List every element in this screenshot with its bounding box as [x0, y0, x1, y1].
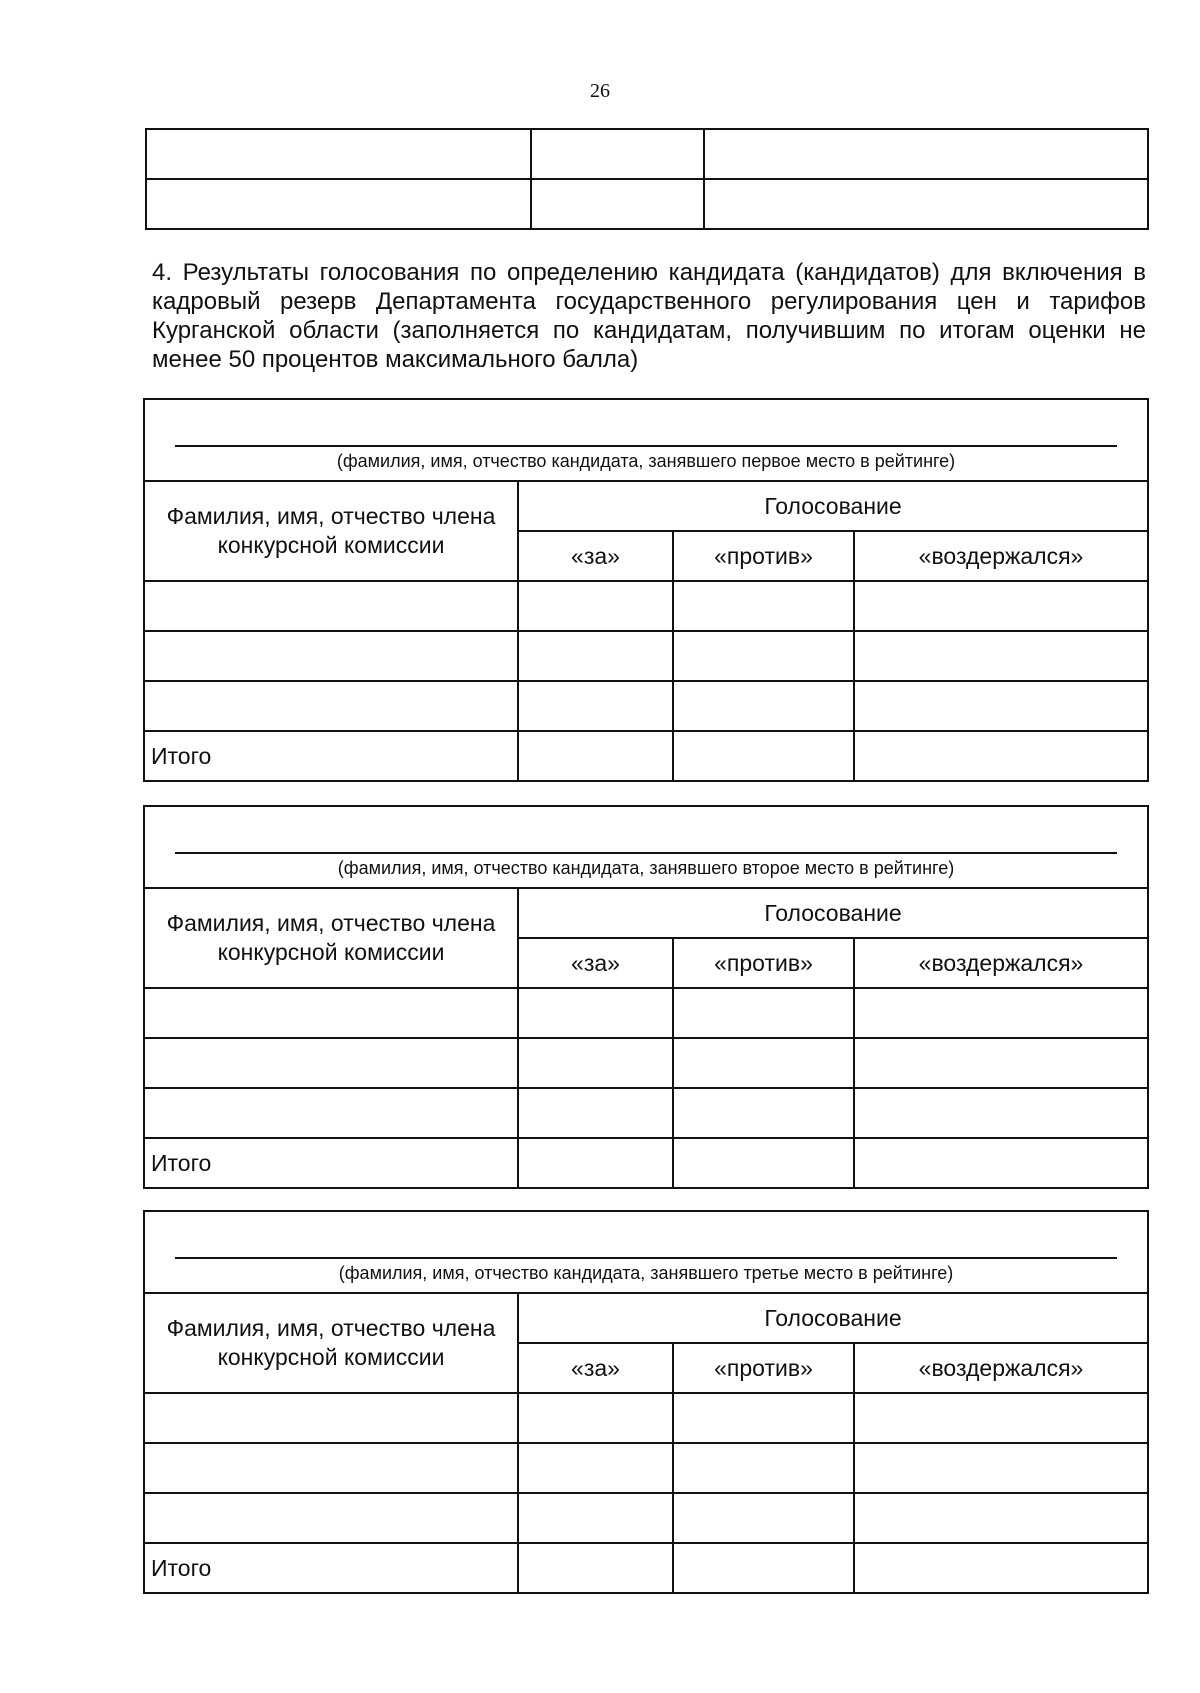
candidate-row	[144, 806, 1148, 888]
candidate-caption: (фамилия, имя, отчество кандидата, занявшего первое место в рейтинге)	[336, 451, 956, 471]
table-row	[144, 1038, 1148, 1088]
table-cell	[146, 179, 531, 229]
for-cell[interactable]	[518, 988, 673, 1038]
against-cell[interactable]	[673, 1393, 854, 1443]
table-row	[144, 1088, 1148, 1138]
total-for-cell[interactable]	[518, 1543, 673, 1593]
abstain-cell[interactable]	[854, 1443, 1148, 1493]
for-column-header: «за»	[518, 531, 673, 581]
for-cell[interactable]	[518, 1088, 673, 1138]
member-name-cell[interactable]	[144, 1393, 518, 1443]
abstain-cell[interactable]	[854, 581, 1148, 631]
abstain-cell[interactable]	[854, 1088, 1148, 1138]
table-row	[144, 681, 1148, 731]
member-name-cell[interactable]	[144, 581, 518, 631]
table-cell	[146, 129, 531, 179]
member-column-header: Фамилия, имя, отчество члена конкурсной комиссии	[144, 481, 518, 581]
abstain-cell[interactable]	[854, 1493, 1148, 1543]
candidate-caption: (фамилия, имя, отчество кандидата, занявшего третье место в рейтинге)	[338, 1263, 954, 1283]
voting-table-third-place	[143, 1210, 1149, 1594]
page-number: 26	[590, 80, 610, 102]
abstain-cell[interactable]	[854, 631, 1148, 681]
member-name-cell[interactable]	[144, 988, 518, 1038]
member-column-header: Фамилия, имя, отчество члена конкурсной комиссии	[144, 888, 518, 988]
total-row	[144, 731, 1148, 781]
for-cell[interactable]	[518, 1493, 673, 1543]
abstain-column-header: «воздержался»	[854, 531, 1148, 581]
abstain-cell[interactable]	[854, 1038, 1148, 1088]
total-against-cell[interactable]	[673, 1138, 854, 1188]
candidate-name-field[interactable]	[144, 806, 1148, 888]
against-cell[interactable]	[673, 681, 854, 731]
abstain-cell[interactable]	[854, 988, 1148, 1038]
total-label: Итого	[144, 731, 518, 781]
member-name-cell[interactable]	[144, 681, 518, 731]
for-cell[interactable]	[518, 1393, 673, 1443]
member-name-cell[interactable]	[144, 1038, 518, 1088]
member-column-header: Фамилия, имя, отчество члена конкурсной комиссии	[144, 1293, 518, 1393]
table-row	[146, 179, 1148, 229]
member-name-cell[interactable]	[144, 1493, 518, 1543]
section-4-paragraph: 4. Результаты голосования по определению кандидата (кандидатов) для включения в кадровый резерв Департамента государственного регулирования цен и тарифов Курганской области (заполняется по кандидатам, получившим по итогам оценки не менее 50 процентов максимального балла)	[152, 259, 1146, 373]
total-row	[144, 1543, 1148, 1593]
abstain-column-header: «воздержался»	[854, 1343, 1148, 1393]
member-name-cell[interactable]	[144, 631, 518, 681]
header-row	[144, 1293, 1148, 1343]
total-label: Итого	[144, 1543, 518, 1593]
candidate-name-line	[175, 852, 1117, 854]
for-cell[interactable]	[518, 631, 673, 681]
against-cell[interactable]	[673, 1493, 854, 1543]
table-cell	[704, 179, 1148, 229]
table-cell	[531, 179, 704, 229]
against-column-header: «против»	[673, 1343, 854, 1393]
voting-header: Голосование	[518, 1293, 1148, 1343]
abstain-column-header: «воздержался»	[854, 938, 1148, 988]
total-abstain-cell[interactable]	[854, 1543, 1148, 1593]
for-cell[interactable]	[518, 681, 673, 731]
table-cell	[531, 129, 704, 179]
table-row	[144, 1393, 1148, 1443]
against-cell[interactable]	[673, 631, 854, 681]
table-row	[144, 581, 1148, 631]
member-name-cell[interactable]	[144, 1088, 518, 1138]
table-row	[144, 1443, 1148, 1493]
total-abstain-cell[interactable]	[854, 1138, 1148, 1188]
candidate-name-line	[175, 1257, 1117, 1259]
against-column-header: «против»	[673, 531, 854, 581]
member-name-cell[interactable]	[144, 1443, 518, 1493]
total-for-cell[interactable]	[518, 1138, 673, 1188]
total-abstain-cell[interactable]	[854, 731, 1148, 781]
for-column-header: «за»	[518, 1343, 673, 1393]
abstain-cell[interactable]	[854, 681, 1148, 731]
voting-header: Голосование	[518, 481, 1148, 531]
total-row	[144, 1138, 1148, 1188]
candidate-name-line	[175, 445, 1117, 447]
table-cell	[704, 129, 1148, 179]
voting-table-second-place	[143, 805, 1149, 1189]
total-against-cell[interactable]	[673, 1543, 854, 1593]
against-cell[interactable]	[673, 581, 854, 631]
candidate-name-field[interactable]	[144, 1211, 1148, 1293]
abstain-cell[interactable]	[854, 1393, 1148, 1443]
voting-table-first-place	[143, 398, 1149, 782]
candidate-row	[144, 1211, 1148, 1293]
against-cell[interactable]	[673, 988, 854, 1038]
table-row	[144, 988, 1148, 1038]
header-row	[144, 481, 1148, 531]
table-row	[144, 631, 1148, 681]
against-column-header: «против»	[673, 938, 854, 988]
voting-header: Голосование	[518, 888, 1148, 938]
total-label: Итого	[144, 1138, 518, 1188]
table-row	[146, 129, 1148, 179]
for-cell[interactable]	[518, 1038, 673, 1088]
total-for-cell[interactable]	[518, 731, 673, 781]
total-against-cell[interactable]	[673, 731, 854, 781]
candidate-name-field[interactable]	[144, 399, 1148, 481]
against-cell[interactable]	[673, 1038, 854, 1088]
candidate-row	[144, 399, 1148, 481]
against-cell[interactable]	[673, 1088, 854, 1138]
for-cell[interactable]	[518, 581, 673, 631]
table-row	[144, 1493, 1148, 1543]
for-cell[interactable]	[518, 1443, 673, 1493]
for-column-header: «за»	[518, 938, 673, 988]
top-table	[145, 128, 1149, 230]
candidate-caption: (фамилия, имя, отчество кандидата, занявшего второе место в рейтинге)	[337, 858, 955, 878]
header-row	[144, 888, 1148, 938]
against-cell[interactable]	[673, 1443, 854, 1493]
